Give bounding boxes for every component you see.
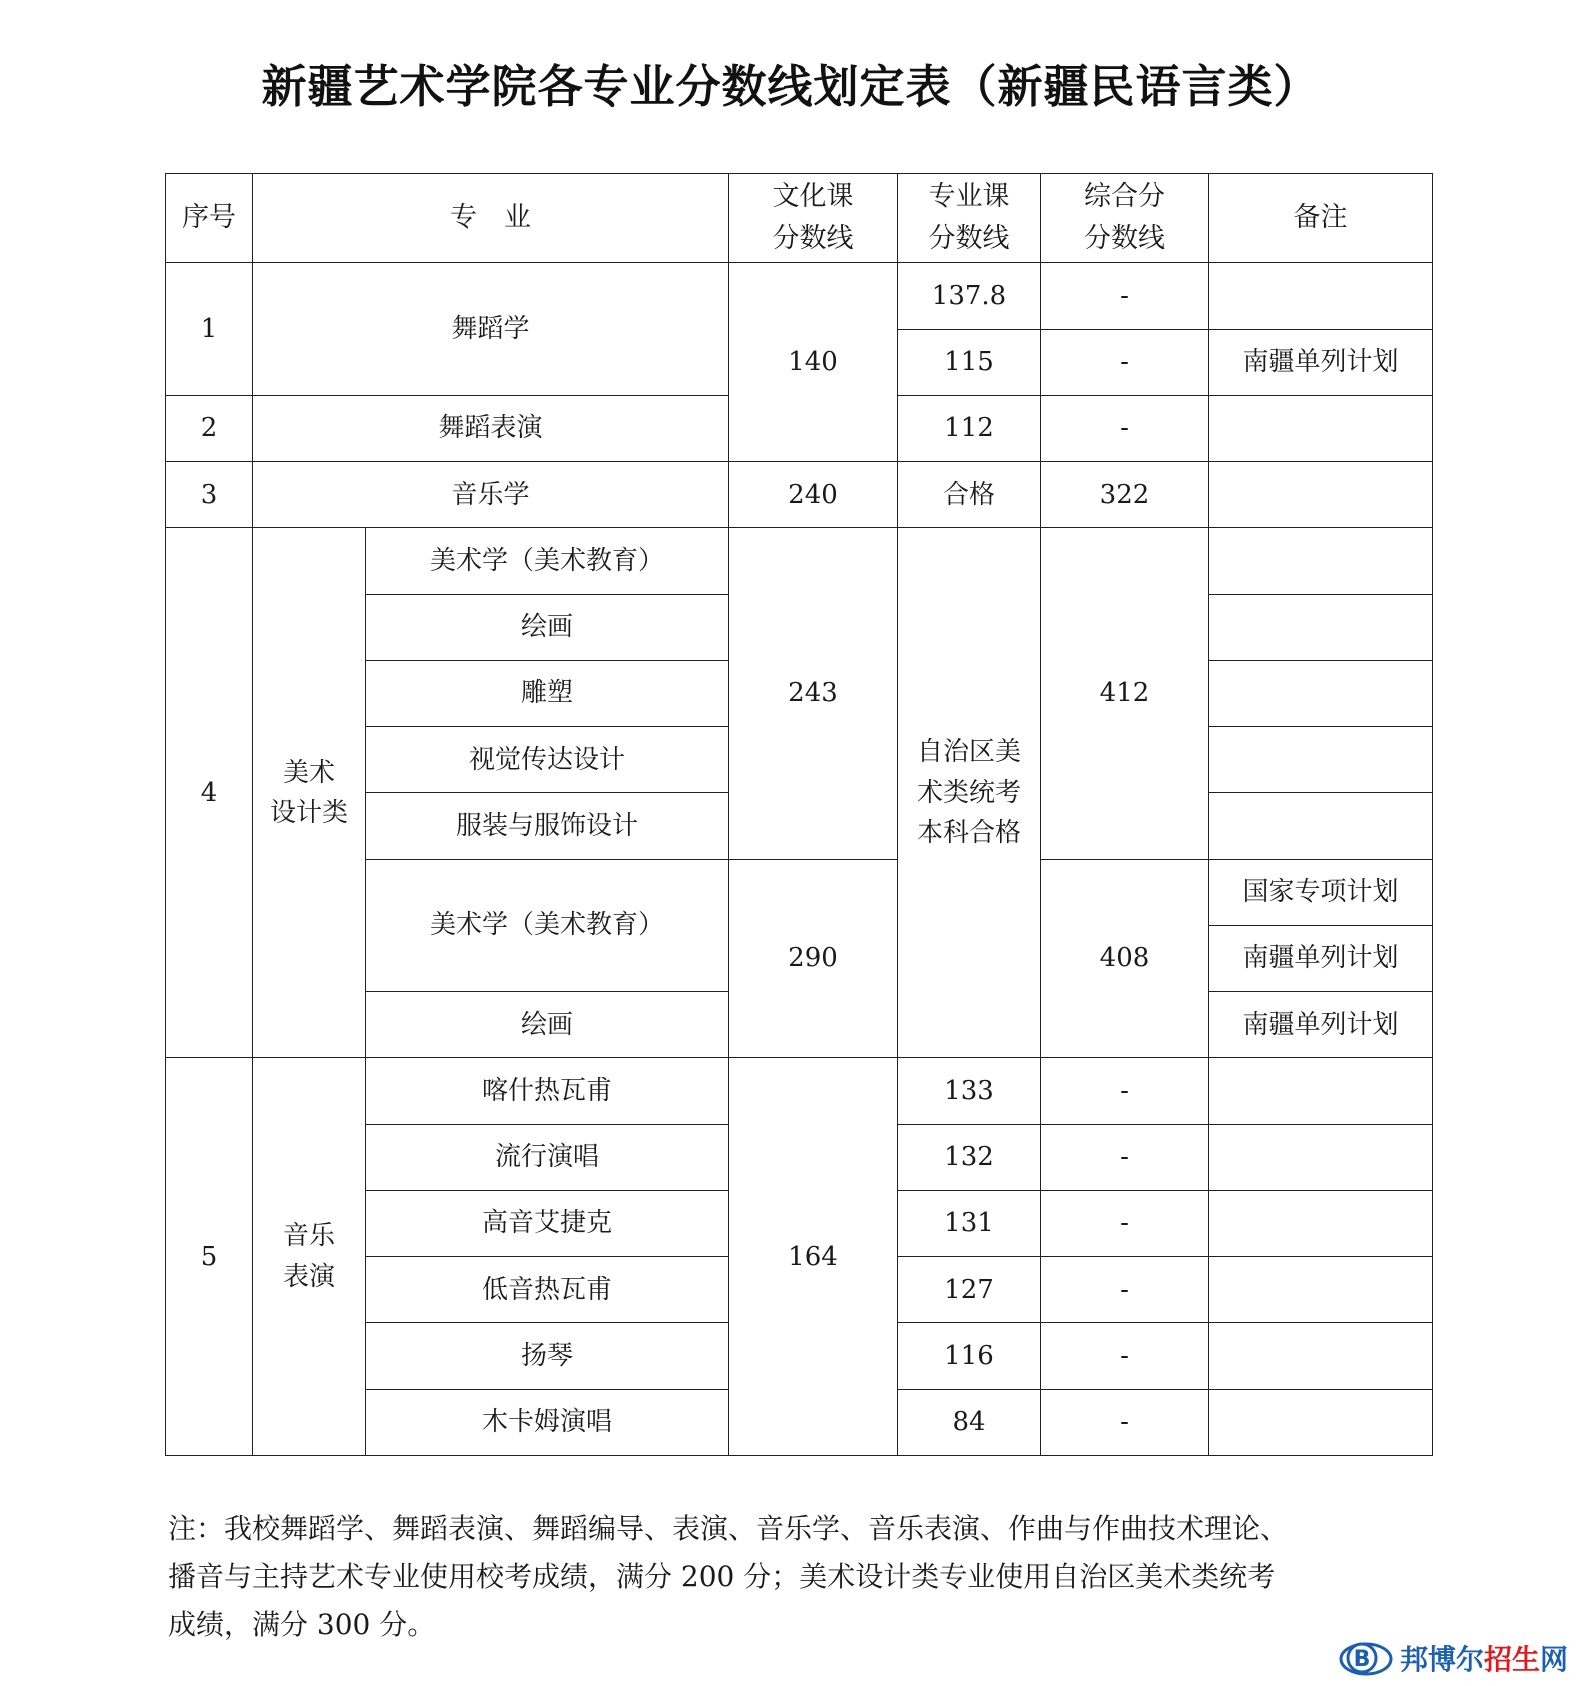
major-cell: 流行演唱 [366, 1124, 729, 1190]
remark-cell [1209, 263, 1433, 329]
site-logo[interactable] [1338, 1634, 1578, 1682]
prof-cell: 137.8 [898, 263, 1041, 329]
major-cell: 音乐学 [253, 462, 729, 528]
prof-cell: 132 [898, 1124, 1041, 1190]
remark-cell: 国家专项计划 [1209, 859, 1433, 925]
culture-cell: 290 [729, 859, 898, 1058]
category-cell: 音乐 表演 [253, 1058, 366, 1456]
culture-cell: 140 [729, 263, 898, 462]
seq-cell: 3 [166, 462, 253, 528]
comp-cell: - [1041, 1323, 1209, 1389]
prof-cell: 115 [898, 329, 1041, 395]
culture-cell: 240 [729, 462, 898, 528]
major-cell: 绘画 [366, 992, 729, 1058]
major-cell: 美术学（美术教育） [366, 528, 729, 594]
header-seq: 序号 [166, 174, 253, 263]
footnote-line: 成绩，满分 300 分。 [168, 1608, 436, 1641]
remark-cell [1209, 1124, 1433, 1190]
seq-cell: 1 [166, 263, 253, 396]
remark-cell [1209, 395, 1433, 461]
remark-cell [1209, 660, 1433, 726]
major-cell: 喀什热瓦甫 [366, 1058, 729, 1124]
major-cell: 雕塑 [366, 660, 729, 726]
score-table [165, 173, 1433, 1456]
comp-cell: - [1041, 1257, 1209, 1323]
major-cell: 高音艾捷克 [366, 1190, 729, 1256]
prof-cell: 127 [898, 1257, 1041, 1323]
comp-cell: - [1041, 1389, 1209, 1455]
remark-cell [1209, 1190, 1433, 1256]
remark-cell: 南疆单列计划 [1209, 992, 1433, 1058]
seq-cell: 4 [166, 528, 253, 1058]
table-row [166, 462, 1433, 528]
prof-cell: 84 [898, 1389, 1041, 1455]
remark-cell [1209, 1058, 1433, 1124]
comp-cell: - [1041, 1190, 1209, 1256]
major-cell: 木卡姆演唱 [366, 1389, 729, 1455]
prof-cell: 112 [898, 395, 1041, 461]
logo-b-icon [1338, 1638, 1394, 1678]
table-row [166, 263, 1433, 329]
major-cell: 低音热瓦甫 [366, 1257, 729, 1323]
header-major: 专 业 [253, 174, 729, 263]
major-cell: 舞蹈表演 [253, 395, 729, 461]
header-remark: 备注 [1209, 174, 1433, 263]
footnote-line: 注：我校舞蹈学、舞蹈表演、舞蹈编导、表演、音乐学、音乐表演、作曲与作曲技术理论、 [168, 1512, 1289, 1545]
culture-cell: 243 [729, 528, 898, 859]
comp-cell: - [1041, 263, 1209, 329]
remark-cell [1209, 594, 1433, 660]
major-cell: 扬琴 [366, 1323, 729, 1389]
remark-cell [1209, 727, 1433, 793]
comp-cell: 412 [1041, 528, 1209, 859]
comp-cell: - [1041, 1124, 1209, 1190]
seq-cell: 5 [166, 1058, 253, 1456]
remark-cell [1209, 528, 1433, 594]
prof-cell: 133 [898, 1058, 1041, 1124]
major-cell: 绘画 [366, 594, 729, 660]
prof-cell: 合格 [898, 462, 1041, 528]
comp-cell: - [1041, 395, 1209, 461]
major-cell: 服装与服饰设计 [366, 793, 729, 859]
footnote-line: 播音与主持艺术专业使用校考成绩，满分 200 分；美术设计类专业使用自治区美术类统考 [168, 1560, 1276, 1593]
prof-cell: 131 [898, 1190, 1041, 1256]
remark-cell [1209, 1257, 1433, 1323]
svg-text:B: B [1353, 1647, 1371, 1672]
major-cell: 视觉传达设计 [366, 727, 729, 793]
comp-cell: 408 [1041, 859, 1209, 1058]
prof-cell: 116 [898, 1323, 1041, 1389]
logo-text: 邦博尔招生网 [1400, 1643, 1569, 1676]
seq-cell: 2 [166, 395, 253, 461]
remark-cell [1209, 462, 1433, 528]
prof-cell: 自治区美 术类统考 本科合格 [898, 528, 1041, 1058]
remark-cell: 南疆单列计划 [1209, 329, 1433, 395]
header-prof: 专业课 分数线 [898, 174, 1041, 263]
page-title: 新疆艺术学院各专业分数线划定表（新疆民语言类） [261, 60, 1320, 113]
remark-cell [1209, 1389, 1433, 1455]
remark-cell [1209, 1323, 1433, 1389]
comp-cell: - [1041, 329, 1209, 395]
table-row [166, 1058, 1433, 1124]
footnote [168, 1505, 1438, 1649]
remark-cell: 南疆单列计划 [1209, 925, 1433, 991]
major-cell: 舞蹈学 [253, 263, 729, 396]
comp-cell: 322 [1041, 462, 1209, 528]
comp-cell: - [1041, 1058, 1209, 1124]
culture-cell: 164 [729, 1058, 898, 1456]
header-culture: 文化课 分数线 [729, 174, 898, 263]
remark-cell [1209, 793, 1433, 859]
header-composite: 综合分 分数线 [1041, 174, 1209, 263]
header-row [166, 174, 1433, 263]
major-cell: 美术学（美术教育） [366, 859, 729, 992]
table-row [166, 528, 1433, 594]
category-cell: 美术 设计类 [253, 528, 366, 1058]
